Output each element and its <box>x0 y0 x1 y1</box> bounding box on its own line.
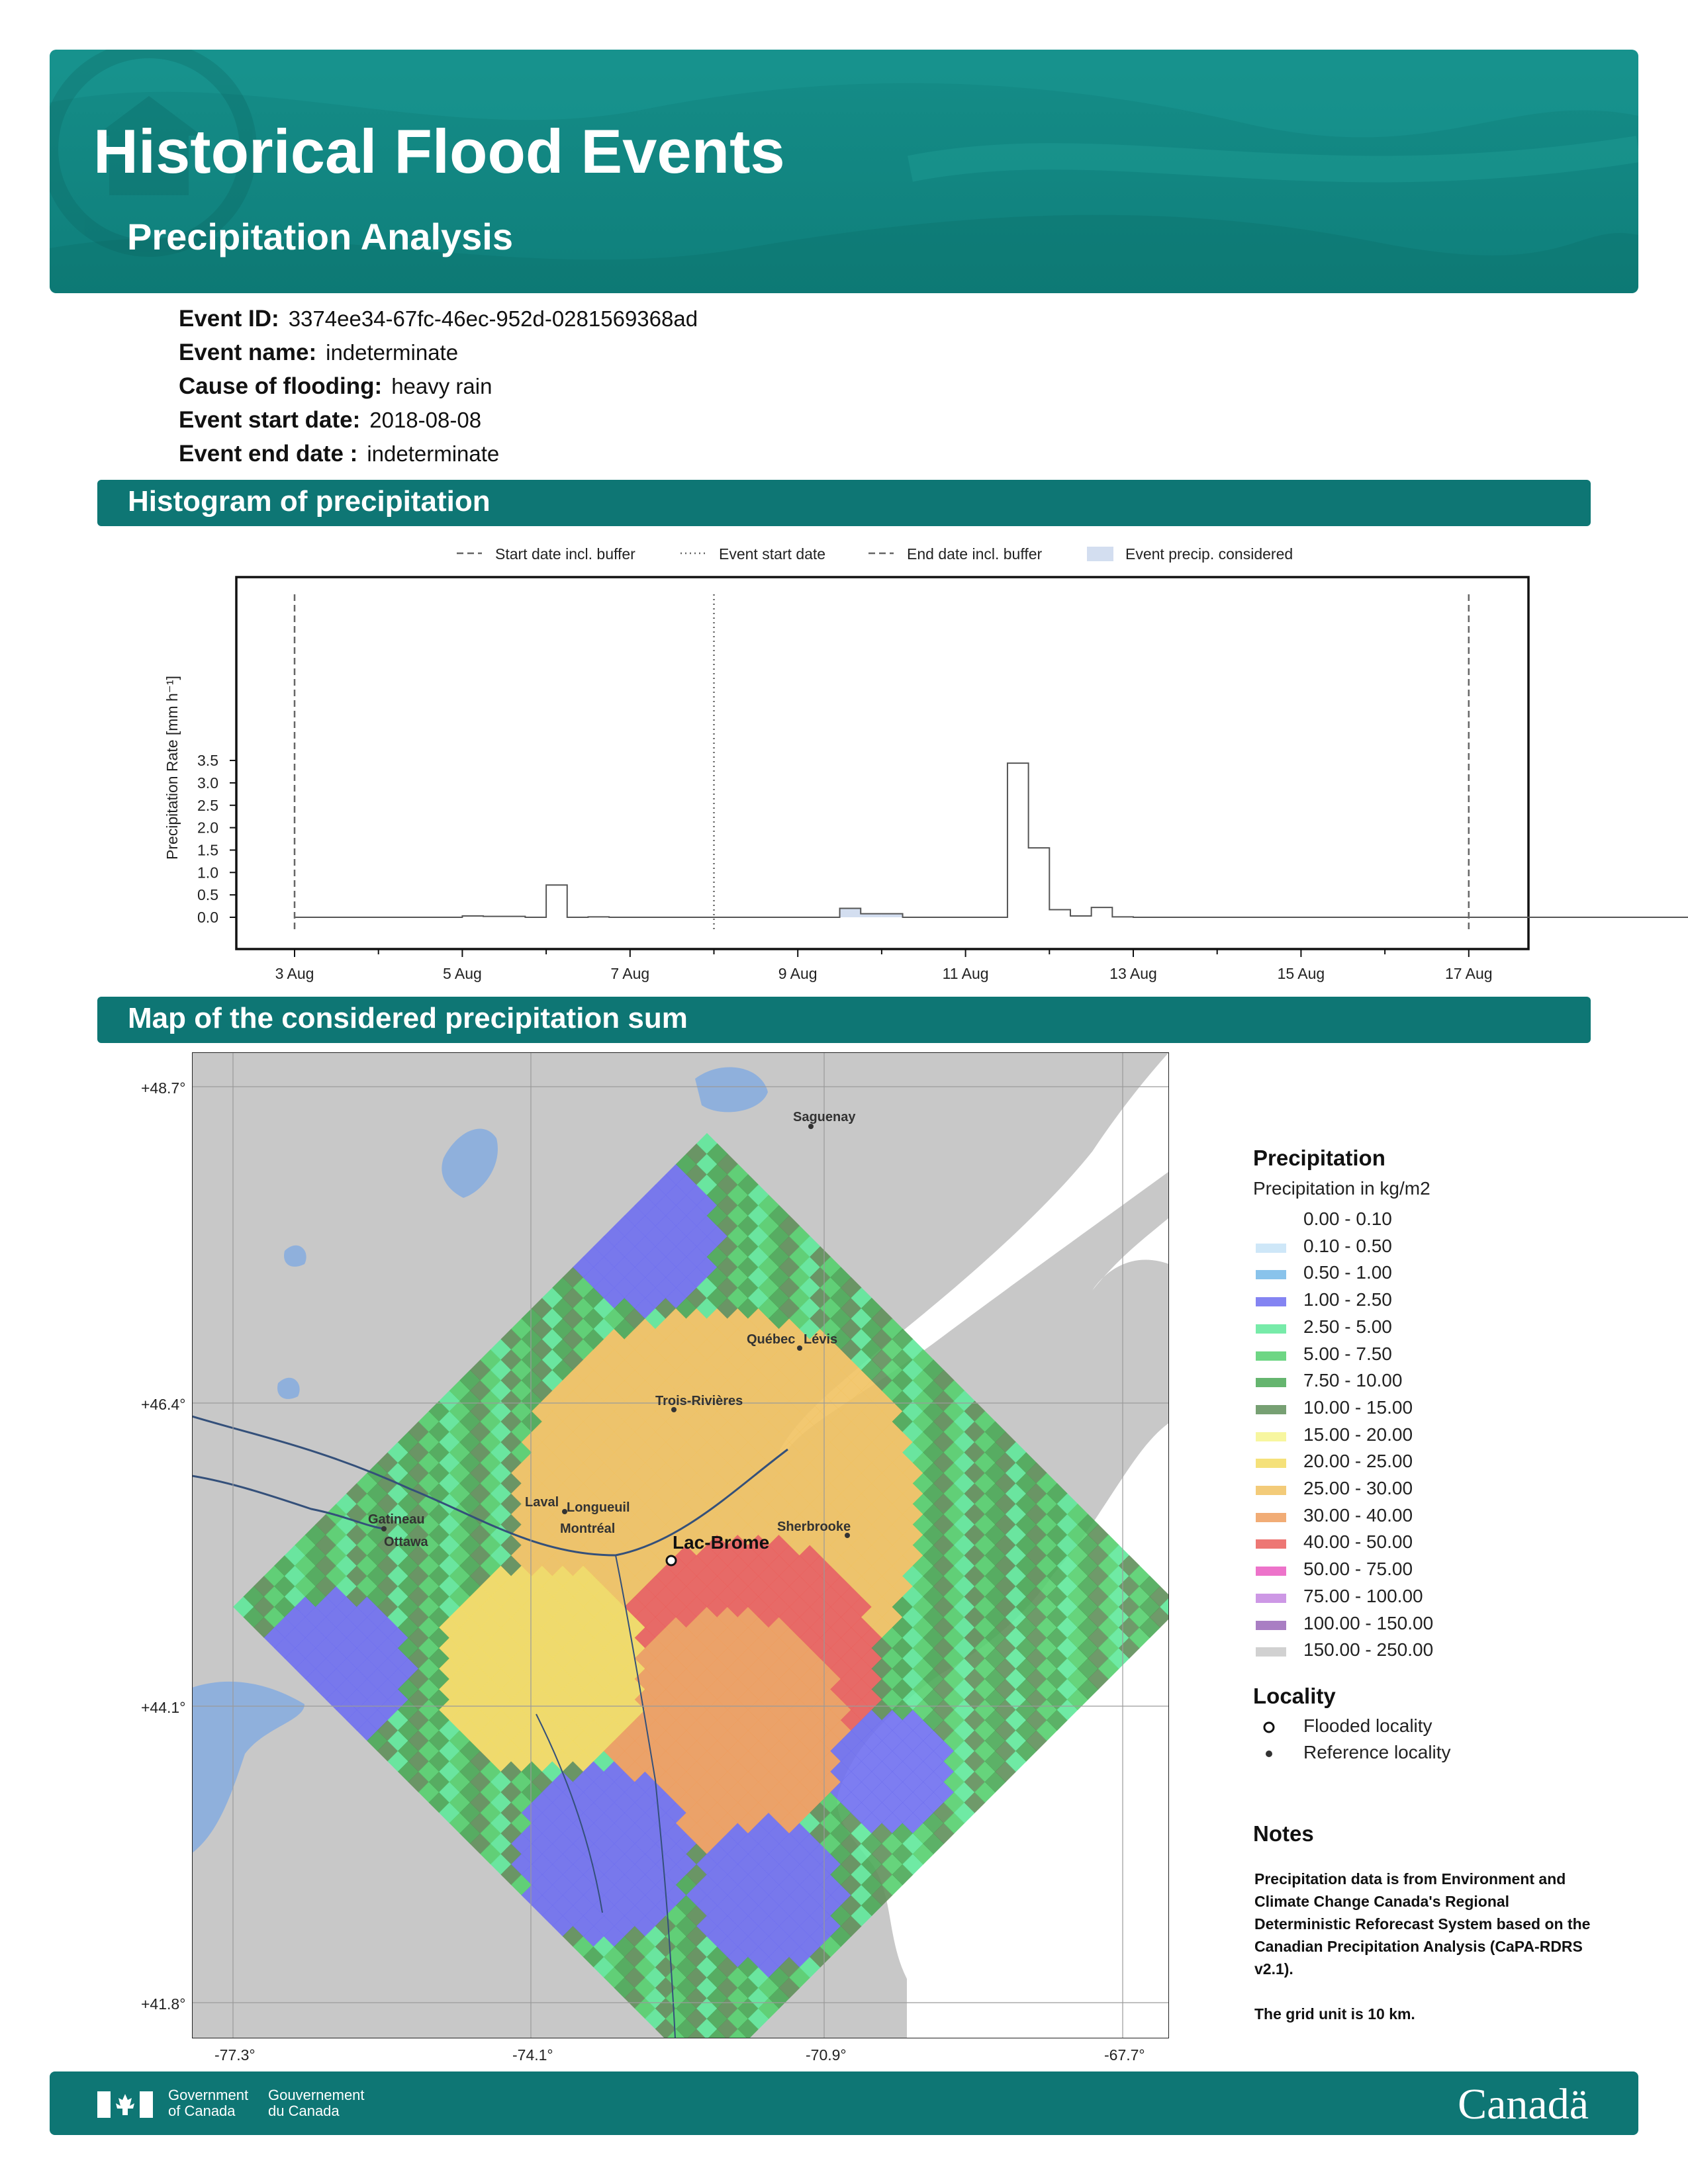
legend-class-label: 100.00 - 150.00 <box>1303 1612 1434 1633</box>
place-levis: Lévis <box>804 1332 838 1347</box>
place-sherbrooke: Sherbrooke <box>777 1520 851 1534</box>
precip-legend-title: Precipitation <box>1253 1146 1385 1170</box>
page-subtitle: Precipitation Analysis <box>127 216 513 257</box>
gov-fr <box>268 2087 365 2119</box>
plot-frame <box>236 577 1528 949</box>
event-start-label: Event start date: <box>179 407 361 433</box>
lon-label-4: -67.7° <box>1104 2046 1145 2064</box>
y-tick-label: 1.0 <box>197 864 218 882</box>
legend-class-label: 50.00 - 75.00 <box>1303 1559 1413 1580</box>
map-section-bar <box>97 997 1591 1043</box>
legend-start-buffer-label: Start date incl. buffer <box>495 545 635 563</box>
considered-bar <box>840 908 861 917</box>
legend-class-label: 0.00 - 0.10 <box>1303 1208 1392 1229</box>
canada-wordmark: Canadä <box>1458 2080 1589 2128</box>
legend-swatch <box>1256 1297 1286 1306</box>
notes-title: Notes <box>1253 1821 1314 1846</box>
histogram-legend <box>457 545 1293 563</box>
place-gatineau: Gatineau <box>368 1512 425 1527</box>
legend-swatch <box>1256 1539 1286 1549</box>
legend-class-label: 150.00 - 250.00 <box>1303 1639 1434 1661</box>
reference-locality-label: Reference locality <box>1303 1742 1451 1762</box>
page-footer <box>50 2071 1638 2135</box>
notes-text <box>1254 1868 1599 2025</box>
event-cause-value: heavy rain <box>391 374 492 398</box>
y-tick-label: 0.5 <box>197 886 218 904</box>
legend-class-label: 1.00 - 2.50 <box>1303 1289 1392 1310</box>
notes-source: Precipitation data is from Environment and Climate Change Canada's Regional Deterministic Reforecast System based on the Canadian Precipitation Analysis (CaPA-RDRS v2.1). <box>1254 1870 1591 1978</box>
legend-class-label: 30.00 - 40.00 <box>1303 1504 1413 1525</box>
gov-en <box>168 2087 248 2119</box>
legend-class-label: 75.00 - 100.00 <box>1303 1585 1423 1606</box>
lon-label-3: -70.9° <box>806 2046 847 2064</box>
precip-legend-subtitle: Precipitation in kg/m2 <box>1253 1178 1430 1199</box>
event-end-label: Event end date : <box>179 441 358 467</box>
legend-swatch <box>1256 1513 1286 1522</box>
x-tick-label: 13 Aug <box>1109 965 1157 982</box>
event-id-value: 3374ee34-67fc-46ec-952d-0281569368ad <box>288 306 698 331</box>
place-longueuil: Longueuil <box>567 1500 630 1515</box>
legend-swatch <box>1256 1567 1286 1576</box>
legend-swatch <box>1256 1621 1286 1630</box>
legend-swatch <box>1256 1378 1286 1387</box>
event-name-row <box>179 340 458 366</box>
place-laval: Laval <box>525 1495 559 1510</box>
y-tick-label: 3.5 <box>197 752 218 770</box>
legend-class-label: 25.00 - 30.00 <box>1303 1478 1413 1498</box>
x-tick-label: 11 Aug <box>942 965 989 982</box>
x-tick-label: 5 Aug <box>442 965 482 982</box>
y-tick-label: 2.5 <box>197 796 218 814</box>
legend-class-label: 20.00 - 25.00 <box>1303 1451 1413 1472</box>
map-section-title: Map of the considered precipitation sum <box>128 1002 688 1034</box>
legend-class-label: 7.50 - 10.00 <box>1303 1370 1403 1391</box>
event-id-label: Event ID: <box>179 306 279 332</box>
lat-label-1: +48.7° <box>141 1079 186 1097</box>
place-montreal: Montréal <box>560 1522 616 1536</box>
legend-swatch <box>1256 1270 1286 1279</box>
legend-swatch <box>1256 1594 1286 1603</box>
event-cause-label: Cause of flooding: <box>179 373 383 399</box>
precipitation-map <box>192 1052 1169 2038</box>
gov-en-line-1: Government <box>168 2087 249 2103</box>
event-start-value: 2018-08-08 <box>369 408 482 432</box>
event-id-row <box>179 306 698 332</box>
legend-swatch <box>1256 1324 1286 1334</box>
event-start-row <box>179 407 481 433</box>
gatineau-marker <box>381 1526 387 1531</box>
precip-step-line <box>295 763 1688 917</box>
locality-legend-title: Locality <box>1253 1684 1336 1708</box>
event-name-value: indeterminate <box>326 340 459 365</box>
reference-locality-icon <box>1261 1746 1277 1762</box>
legend-class-label: 0.10 - 0.50 <box>1303 1235 1392 1256</box>
y-axis-label: Precipitation Rate [mm h⁻¹] <box>164 675 181 860</box>
histogram-section-title: Histogram of precipitation <box>128 485 491 518</box>
quebec-marker <box>797 1345 802 1351</box>
lon-label-1: -77.3° <box>214 2046 256 2064</box>
y-tick-label: 1.5 <box>197 841 218 859</box>
flooded-locality-label: Flooded locality <box>1303 1715 1432 1736</box>
legend-swatch <box>1256 1351 1286 1361</box>
precipitation-histogram <box>0 529 1688 993</box>
legend-swatch <box>1256 1486 1286 1495</box>
gov-fr-line-1: Gouvernement <box>268 2087 365 2103</box>
place-lac-brome: Lac-Brome <box>673 1532 770 1553</box>
place-trois-rivieres: Trois-Rivières <box>655 1394 743 1408</box>
legend-swatch <box>1256 1647 1286 1657</box>
lon-label-2: -74.1° <box>512 2046 553 2064</box>
place-saguenay: Saguenay <box>793 1110 856 1124</box>
legend-class-label: 0.50 - 1.00 <box>1303 1262 1392 1283</box>
gov-en-line-2: of Canada <box>168 2103 236 2119</box>
gov-fr-line-2: du Canada <box>268 2103 340 2119</box>
lat-label-3: +44.1° <box>141 1699 186 1716</box>
notes-grid-unit: The grid unit is 10 km. <box>1254 2005 1415 2023</box>
legend-class-label: 15.00 - 20.00 <box>1303 1424 1413 1445</box>
legend-event-start-label: Event start date <box>719 545 826 563</box>
legend-swatch <box>1256 1216 1286 1226</box>
lat-label-2: +46.4° <box>141 1396 186 1413</box>
x-tick-label: 15 Aug <box>1277 965 1325 982</box>
x-tick-label: 7 Aug <box>610 965 650 982</box>
event-name-label: Event name: <box>179 340 317 365</box>
event-end-row <box>179 441 499 467</box>
legend-swatch <box>1256 1459 1286 1468</box>
page-header <box>50 50 1638 293</box>
lake <box>284 1246 306 1267</box>
y-tick-label: 3.0 <box>197 774 218 792</box>
canada-flag-icon <box>97 2091 153 2118</box>
event-cause-row <box>179 373 492 400</box>
lat-label-4: +41.8° <box>141 1995 186 2013</box>
legend-class-label: 10.00 - 15.00 <box>1303 1396 1413 1418</box>
legend-considered-swatch <box>1087 547 1113 561</box>
legend-class-label: 2.50 - 5.00 <box>1303 1316 1392 1337</box>
y-tick-label: 0.0 <box>197 909 218 926</box>
legend-swatch <box>1256 1405 1286 1414</box>
place-quebec: Québec <box>747 1332 796 1347</box>
flooded-locality-icon <box>1261 1719 1277 1735</box>
histogram-section-bar <box>97 480 1591 526</box>
legend-swatch <box>1256 1244 1286 1253</box>
lac-brome-flooded-marker <box>667 1556 676 1565</box>
page-title: Historical Flood Events <box>93 116 785 186</box>
y-tick-label: 2.0 <box>197 819 218 837</box>
lake <box>277 1378 300 1399</box>
legend-class-label: 40.00 - 50.00 <box>1303 1531 1413 1553</box>
legend-considered-label: Event precip. considered <box>1125 545 1293 563</box>
event-end-value: indeterminate <box>367 441 500 466</box>
x-tick-label: 3 Aug <box>275 965 314 982</box>
place-ottawa: Ottawa <box>384 1535 428 1549</box>
saguenay-marker <box>808 1124 814 1129</box>
x-tick-label: 9 Aug <box>778 965 818 982</box>
legend-class-label: 5.00 - 7.50 <box>1303 1343 1392 1364</box>
legend-end-buffer-label: End date incl. buffer <box>907 545 1043 563</box>
legend-swatch <box>1256 1432 1286 1441</box>
x-tick-label: 17 Aug <box>1444 965 1493 982</box>
